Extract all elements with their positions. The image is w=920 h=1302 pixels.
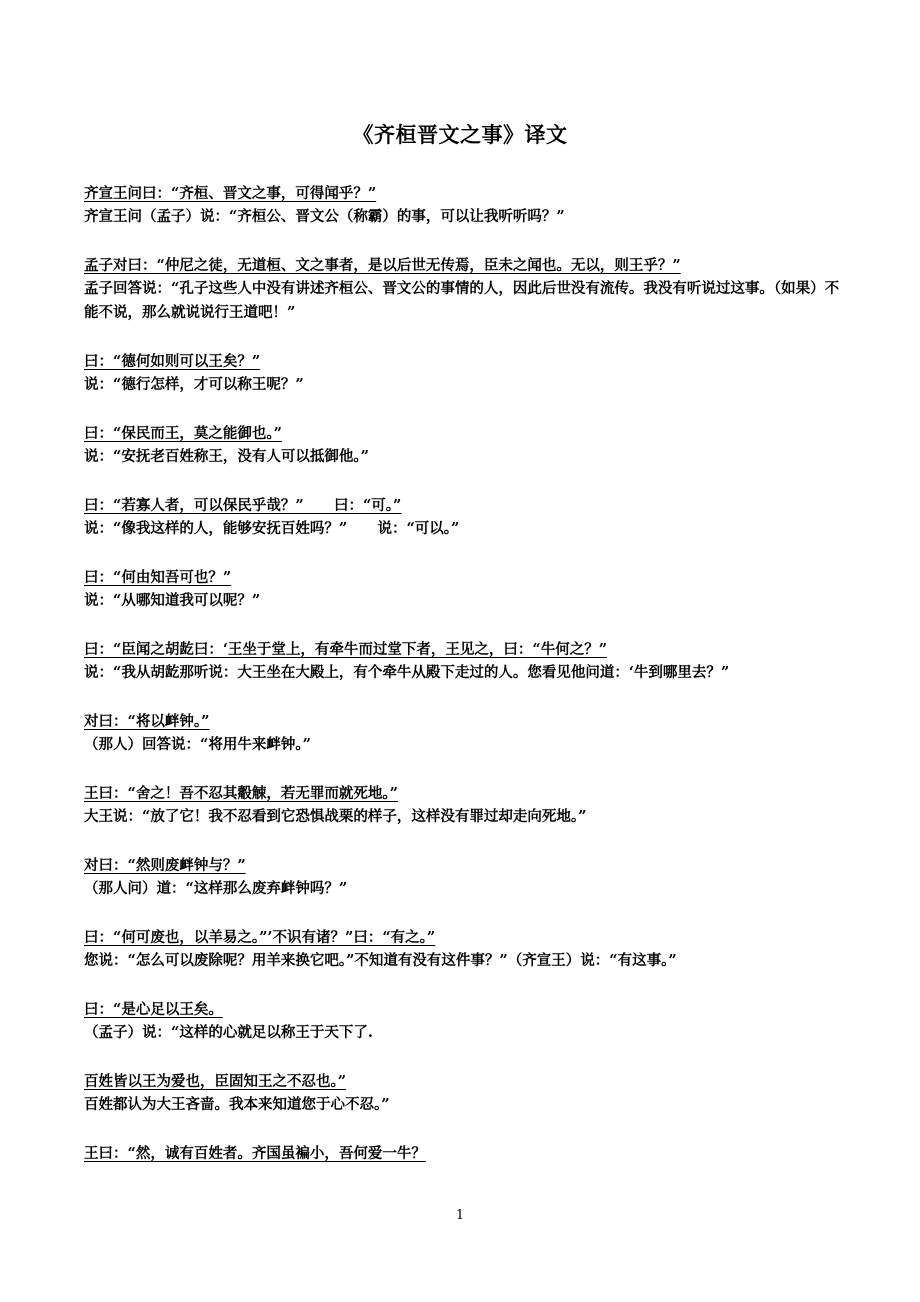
passage-entry <box>84 926 844 973</box>
translation-text: 百姓都认为大王吝啬。我本来知道您于心不忍。” <box>84 1096 390 1113</box>
original-text: 曰：“德何如则可以王矣？” <box>84 353 261 370</box>
passage-entry <box>84 1142 844 1165</box>
translation-text: （那人问）道：“这样那么废弃衅钟吗？” <box>84 880 348 897</box>
original-text: 曰：“保民而王，莫之能御也。” <box>84 425 282 442</box>
translation-text: （那人）回答说：“将用牛来衅钟。” <box>84 736 311 753</box>
translation-text: （孟子）说：“这样的心就足以称王于天下了. <box>84 1024 373 1041</box>
passage-entry <box>84 638 844 685</box>
passage-entry <box>84 782 844 829</box>
passage-entry <box>84 422 844 469</box>
passage-entry <box>84 494 844 541</box>
original-text: 曰：“臣闻之胡龁曰：‘王坐于堂上，有牵牛而过堂下者，王见之，曰：“牛何之？” <box>84 641 608 658</box>
translation-text: 您说：“怎么可以废除呢？用羊来换它吧。”不知道有没有这件事？”（齐宣王）说：“有这事。” <box>84 952 677 969</box>
translation-text: 说：“从哪知道我可以呢？” <box>84 592 261 609</box>
translation-text: 说：“我从胡龁那听说：大王坐在大殿上，有个牵牛从殿下走过的人。您看见他问道：‘牛到哪里去？” <box>84 664 730 681</box>
translation-text: 大王说：“放了它！我不忍看到它恐惧战栗的样子，这样没有罪过却走向死地。” <box>84 808 587 825</box>
passage-entry <box>84 710 844 757</box>
original-text: 齐宣王问曰：“齐桓、晋文之事，可得闻乎？” <box>84 185 377 202</box>
translation-text: 齐宣王问（孟子）说：“齐桓公、晋文公（称霸）的事，可以让我听听吗？” <box>84 208 565 225</box>
translation-text: 说：“像我这样的人，能够安抚百姓吗？” 说：“可以。” <box>84 520 460 537</box>
original-text: 对曰：“然则废衅钟与？” <box>84 857 246 874</box>
passage-entry <box>84 998 844 1045</box>
passage-entry <box>84 254 844 325</box>
original-text: 曰：“若寡人者，可以保民乎哉？” 曰：“可。” <box>84 497 402 514</box>
passage-entry <box>84 350 844 397</box>
original-text: 王曰：“然，诚有百姓者。齐国虽褊小，吾何爱一牛？ <box>84 1145 426 1162</box>
page-number: 1 <box>455 1208 465 1223</box>
original-text: 孟子对曰：“仲尼之徒，无道桓、文之事者，是以后世无传焉，臣未之闻也。无以，则王乎？” <box>84 257 681 274</box>
translation-text: 孟子回答说：“孔子这些人中没有讲述齐桓公、晋文公的事情的人，因此后世没有流传。我没有听说过这事。（如果）不能不说，那么就说说行王道吧！” <box>84 280 840 321</box>
passage-entry <box>84 854 844 901</box>
translation-text: 说：“安抚老百姓称王，没有人可以抵御他。” <box>84 448 369 465</box>
translation-text: 说：“德行怎样，才可以称王呢？” <box>84 376 304 393</box>
original-text: 王曰：“舍之！吾不忍其觳觫，若无罪而就死地。” <box>84 785 398 802</box>
document-body <box>84 182 844 1190</box>
passage-entry <box>84 182 844 229</box>
document-title: 《齐桓晋文之事》译文 <box>352 122 568 147</box>
passage-entry <box>84 566 844 613</box>
original-text: 曰：“何由知吾可也？” <box>84 569 232 586</box>
original-text: 百姓皆以王为爱也，臣固知王之不忍也。” <box>84 1073 347 1090</box>
original-text: 曰：“何可废也，以羊易之。”’不识有诸？”曰：“有之。” <box>84 929 436 946</box>
original-text: 对曰：“将以衅钟。” <box>84 713 210 730</box>
original-text: 曰：“是心足以王矣。 <box>84 1001 223 1018</box>
passage-entry <box>84 1070 844 1117</box>
